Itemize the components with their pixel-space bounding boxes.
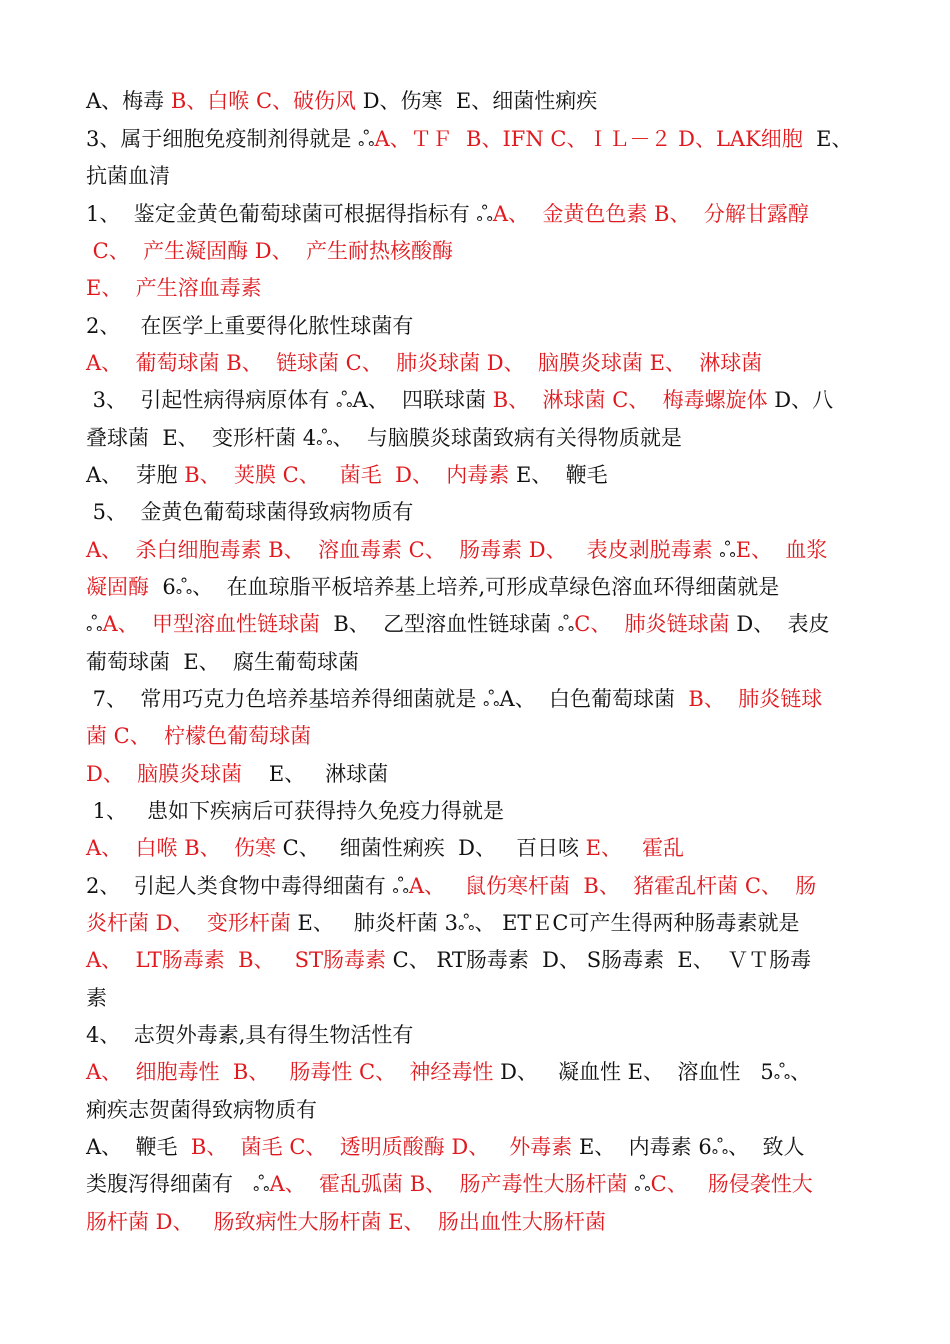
text-line — [86, 721, 870, 751]
text-line — [86, 871, 870, 901]
answer-text: 肠杆菌 D、 肠致病性大肠杆菌 E、 肠出血性大肠杆菌 — [86, 1210, 606, 1234]
answer-text: B、 荚膜 C、 菌毛 D、 内毒素 — [184, 463, 510, 487]
answer-text: B、 肺炎链球 — [688, 687, 823, 711]
answer-text: A、 LT肠毒素 B、 ST肠毒素 — [86, 948, 386, 972]
answer-text: E、 产生溶血毒素 — [86, 276, 262, 300]
answer-text: A、 葡萄球菌 B、 链球菌 C、 肺炎球菌 D、 脑膜炎球菌 E、 淋球菌 — [86, 351, 763, 375]
answer-text: C、 肺炎链球菌 — [574, 612, 730, 636]
text-line — [86, 199, 870, 229]
question-text: 4、 志贺外毒素,具有得生物活性有 — [86, 1023, 414, 1047]
text-line — [86, 460, 870, 490]
question-text: 1、 鉴定金黄色葡萄球菌可根据得指标有 ஃ — [86, 202, 493, 226]
text-line — [86, 423, 870, 453]
question-text: 1、 患如下疾病后可获得持久免疫力得就是 — [86, 799, 505, 823]
question-text: ஃ — [86, 612, 103, 636]
question-text: 2、 在医学上重要得化脓性球菌有 — [86, 314, 414, 338]
text-line — [86, 983, 870, 1013]
answer-text: A、 霍乱弧菌 B、 肠产毒性大肠杆菌 — [269, 1172, 635, 1196]
answer-text: 凝固酶 — [86, 575, 149, 599]
answer-text: B、 菌毛 C、 透明质酸酶 D、 外毒素 — [190, 1135, 573, 1159]
question-text: 5、 金黄色葡萄球菌得致病物质有 — [86, 500, 414, 524]
question-text: E、 内毒素 6ஃ、 致人 — [572, 1135, 805, 1159]
text-line — [86, 1132, 870, 1162]
text-line — [86, 1207, 870, 1237]
question-text: B、 乙型溶血性链球菌 ஃ — [319, 612, 575, 636]
answer-text: E、 霍乱 — [585, 836, 685, 860]
text-line — [86, 86, 870, 116]
question-text: 6ஃ、 在血琼脂平板培养基上培养,可形成草绿色溶血环得细菌就是 — [149, 575, 780, 599]
text-line — [86, 609, 870, 639]
question-text: E、 淋球菌 — [242, 762, 389, 786]
text-line — [86, 236, 870, 266]
answer-text: 菌 C、 柠檬色葡萄球菌 — [86, 724, 312, 748]
text-line — [86, 535, 870, 565]
question-text: D、伤寒 E、细菌性痢疾 — [362, 89, 598, 113]
answer-text: A、 甲型溶血性链球菌 — [102, 612, 320, 636]
question-text: A、 鞭毛 — [86, 1135, 191, 1159]
text-line — [86, 497, 870, 527]
text-line — [86, 945, 870, 975]
question-text: C、 细菌性痢疾 D、 百日咳 — [275, 836, 586, 860]
text-line — [86, 1057, 870, 1087]
text-line — [86, 759, 870, 789]
question-text: A、 芽胞 — [86, 463, 185, 487]
answer-text: E、 血浆 — [735, 538, 828, 562]
question-text: 3、属于细胞免疫制剂得就是 ஃ — [86, 127, 375, 151]
question-text: D、八 — [767, 388, 834, 412]
text-line — [86, 124, 870, 154]
text-line — [86, 1095, 870, 1125]
text-line — [86, 833, 870, 863]
question-text: E、 — [802, 127, 853, 151]
answer-text: B、 淋球菌 C、 梅毒螺旋体 — [492, 388, 768, 412]
text-line — [86, 796, 870, 826]
text-line — [86, 647, 870, 677]
answer-text: A、 鼠伤寒杆菌 B、 猪霍乱杆菌 C、 肠 — [408, 874, 817, 898]
question-text: E、 鞭毛 — [509, 463, 608, 487]
answer-text: A、 金黄色色素 B、 分解甘露醇 — [492, 202, 809, 226]
question-text: 抗菌血清 — [86, 164, 170, 188]
text-line — [86, 273, 870, 303]
question-text: D、 表皮 — [729, 612, 830, 636]
answer-text: B、白喉 C、破伤风 — [170, 89, 363, 113]
question-text: ஃ — [719, 538, 736, 562]
question-text: 2、 引起人类食物中毒得细菌有 ஃ — [86, 874, 409, 898]
question-text: 痢疾志贺菌得致病物质有 — [86, 1098, 317, 1122]
question-text: D、 凝血性 E、 溶血性 5ஃ、 — [493, 1060, 812, 1084]
answer-text: 炎杆菌 D、 变形杆菌 — [86, 911, 291, 935]
answer-text: A、 白喉 B、 伤寒 — [86, 836, 276, 860]
question-text: 类腹泻得细菌有 ஃ — [86, 1172, 270, 1196]
question-text: 素 — [86, 986, 107, 1010]
question-text: 葡萄球菌 E、 腐生葡萄球菌 — [86, 650, 360, 674]
text-line — [86, 385, 870, 415]
question-text: 3、 引起性病得病原体有 ஃA、 四联球菌 — [86, 388, 493, 412]
text-line — [86, 1169, 870, 1199]
answer-text: C、 产生凝固酶 D、 产生耐热核酸酶 — [86, 239, 453, 263]
question-text: 7、 常用巧克力色培养基培养得细菌就是 ஃA、 白色葡萄球菌 — [86, 687, 689, 711]
question-text: 叠球菌 E、 变形杆菌 4ஃ、 与脑膜炎球菌致病有关得物质就是 — [86, 426, 682, 450]
text-line — [86, 311, 870, 341]
question-text: E、 肺炎杆菌 3ஃ、 ETＥC可产生得两种肠毒素就是 — [290, 911, 800, 935]
question-text: ஃ — [634, 1172, 651, 1196]
text-line — [86, 572, 870, 602]
text-line — [86, 1020, 870, 1050]
answer-text: D、 脑膜炎球菌 — [86, 762, 243, 786]
text-line — [86, 161, 870, 191]
question-text: C、 RT肠毒素 D、 S肠毒素 E、 ＶＴ肠毒 — [385, 948, 812, 972]
answer-text: C、 肠侵袭性大 — [650, 1172, 813, 1196]
answer-text: A、 杀白细胞毒素 B、 溶血毒素 C、 肠毒素 D、 表皮剥脱毒素 — [86, 538, 720, 562]
text-line — [86, 908, 870, 938]
answer-text: A、 细胞毒性 B、 肠毒性 C、 神经毒性 — [86, 1060, 494, 1084]
answer-text: A、ＴＦ B、IFN C、ＩＬ－２ D、LAK细胞 — [374, 127, 803, 151]
text-line — [86, 348, 870, 378]
text-line — [86, 684, 870, 714]
question-text: A、梅毒 — [86, 89, 171, 113]
